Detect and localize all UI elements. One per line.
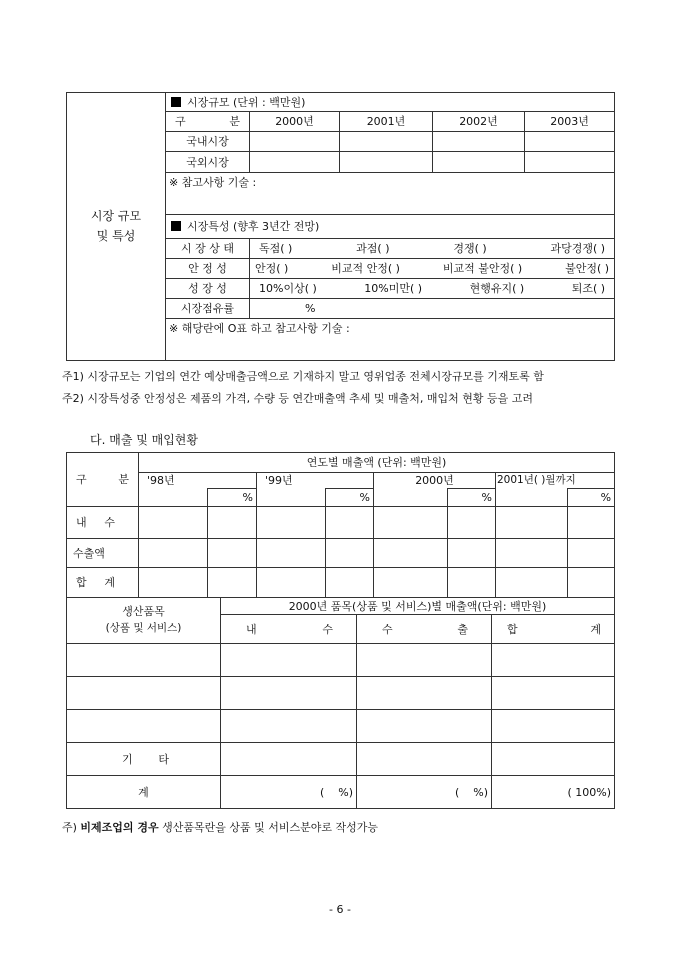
header-char: 분	[229, 115, 240, 128]
option[interactable]: 퇴조( )	[571, 282, 606, 295]
sales-row-label	[67, 507, 139, 539]
input-cell[interactable]	[492, 743, 615, 776]
square-bullet-icon	[171, 221, 181, 231]
input-cell[interactable]	[568, 539, 615, 568]
year-header: '98년	[139, 473, 257, 489]
blank	[374, 489, 448, 507]
market-traits-title-text: 시장특성 (향후 3년간 전망)	[187, 220, 320, 233]
blank	[257, 489, 326, 507]
market-row-label-line2: 및 특성	[96, 228, 136, 243]
input-cell[interactable]	[326, 568, 374, 598]
input-cell[interactable]	[433, 132, 525, 152]
market-size-title	[166, 93, 615, 112]
header-char: 합	[507, 622, 518, 636]
label-char: 합	[76, 576, 87, 589]
year-header: 2001년	[340, 112, 433, 132]
market-size-title-text: 시장규모 (단위 : 백만원)	[187, 95, 306, 109]
traits-options[interactable]	[250, 239, 615, 259]
label-char: 계	[104, 576, 115, 589]
col-header-total	[492, 615, 615, 644]
input-cell[interactable]	[250, 132, 340, 152]
input-cell[interactable]	[568, 568, 615, 598]
input-cell[interactable]	[139, 539, 208, 568]
product-name-cell[interactable]	[67, 710, 221, 743]
footnote-1: 주1) 시장규모는 기업의 연간 예상매출금액으로 기재하지 말고 영위업종 전체시장규모를 기재토록 함	[62, 370, 544, 383]
page-number: - 6 -	[329, 903, 351, 916]
bottom-note	[62, 819, 378, 835]
product-name-cell[interactable]	[67, 677, 221, 710]
sales-title: 연도별 매출액 (단위: 백만원)	[139, 453, 615, 473]
products-header-label	[67, 598, 221, 644]
market-row-domestic: 국내시장	[166, 132, 250, 152]
option[interactable]: 경쟁( )	[453, 242, 487, 255]
input-cell[interactable]	[250, 152, 340, 173]
year-header: 2000년	[250, 112, 340, 132]
input-cell[interactable]	[433, 152, 525, 173]
input-cell[interactable]	[139, 507, 208, 539]
input-cell[interactable]	[374, 507, 448, 539]
option[interactable]: 현행유지( )	[469, 282, 525, 295]
year-header: '99년	[257, 473, 374, 489]
input-cell[interactable]	[139, 568, 208, 598]
label-char: 기	[122, 752, 133, 766]
input-cell[interactable]	[496, 568, 568, 598]
year-header: 2001년( )월까지	[496, 473, 615, 489]
market-traits-note[interactable]: ※ 해당란에 O표 하고 참고사항 기술 :	[166, 319, 615, 361]
input-cell[interactable]	[357, 677, 492, 710]
sales-row-label	[67, 568, 139, 598]
market-row-label	[67, 93, 166, 361]
input-cell[interactable]	[496, 507, 568, 539]
sales-header-label	[67, 453, 139, 507]
input-cell[interactable]	[257, 507, 326, 539]
traits-options[interactable]	[250, 259, 615, 279]
input-cell[interactable]	[357, 710, 492, 743]
header-char: 출	[457, 622, 468, 636]
input-cell[interactable]	[448, 507, 496, 539]
square-bullet-icon	[171, 97, 181, 107]
option[interactable]: 독점( )	[259, 242, 293, 255]
input-cell[interactable]	[525, 152, 615, 173]
input-cell[interactable]	[326, 507, 374, 539]
input-cell[interactable]	[221, 677, 357, 710]
traits-row-label: 안 정 성	[166, 259, 250, 279]
traits-options[interactable]	[250, 279, 615, 299]
traits-row-label: 시 장 상 태	[166, 239, 250, 259]
year-header: 2003년	[525, 112, 615, 132]
input-cell[interactable]	[340, 152, 433, 173]
input-cell[interactable]	[374, 568, 448, 598]
input-cell[interactable]	[257, 539, 326, 568]
header-char: 구	[175, 115, 186, 128]
input-cell[interactable]	[448, 568, 496, 598]
input-cell[interactable]	[492, 677, 615, 710]
traits-row-label: 시장점유률	[166, 299, 250, 319]
option[interactable]: 비교적 불안정( )	[442, 262, 523, 275]
market-size-note[interactable]: ※ 참고사항 기술 :	[166, 173, 615, 215]
market-share-cell[interactable]	[250, 299, 615, 319]
input-cell[interactable]	[496, 539, 568, 568]
year-header: 2002년	[433, 112, 525, 132]
market-share-pct: %	[305, 302, 316, 315]
input-cell[interactable]	[221, 743, 357, 776]
input-cell[interactable]	[340, 132, 433, 152]
option[interactable]: 안정( )	[255, 262, 289, 275]
year-header: 2000년	[374, 473, 496, 489]
pct-header: %	[448, 489, 496, 507]
products-title: 2000년 품목(상품 및 서비스)별 매출액(단위: 백만원)	[221, 598, 615, 615]
input-cell[interactable]	[492, 644, 615, 677]
label-text: 수출액	[73, 546, 105, 560]
option[interactable]: 비교적 안정( )	[331, 262, 400, 275]
input-cell[interactable]	[448, 539, 496, 568]
input-cell[interactable]	[525, 132, 615, 152]
input-cell[interactable]	[208, 539, 257, 568]
products-table	[66, 597, 615, 809]
market-table	[66, 92, 615, 361]
header-char: 계	[590, 622, 602, 636]
input-cell[interactable]	[357, 644, 492, 677]
header-char: 내	[246, 622, 257, 636]
market-row-foreign: 국외시장	[166, 152, 250, 173]
option[interactable]: 과점( )	[356, 242, 390, 255]
input-cell[interactable]	[326, 539, 374, 568]
input-cell[interactable]	[221, 644, 357, 677]
col-header-export	[357, 615, 492, 644]
sales-table	[66, 452, 615, 598]
product-name-cell[interactable]	[67, 644, 221, 677]
total-export[interactable]: ( %)	[357, 776, 492, 809]
section-title: 다. 매출 및 매입현황	[90, 433, 198, 447]
market-traits-title	[166, 215, 615, 239]
label-char: 타	[158, 752, 169, 766]
label-char: 수	[104, 516, 115, 529]
input-cell[interactable]	[374, 539, 448, 568]
input-cell[interactable]	[208, 568, 257, 598]
input-cell[interactable]	[357, 743, 492, 776]
option[interactable]: 10%미만( )	[364, 282, 423, 295]
blank	[139, 489, 208, 507]
option[interactable]: 과당경쟁( )	[550, 242, 606, 255]
footnote-2: 주2) 시장특성중 안정성은 제품의 가격, 수량 등 연간매출액 추세 및 매출처, 매입처 현황 등을 고려	[62, 392, 534, 405]
option[interactable]: 10%이상( )	[259, 282, 317, 295]
total-label: 계	[67, 776, 221, 809]
bottom-note-bold: 비제조업의 경우	[80, 821, 159, 834]
header-char: 분	[118, 473, 129, 486]
header-char: 수	[322, 622, 333, 636]
products-header-line2: (상품 및 서비스)	[105, 621, 182, 634]
total-sum[interactable]: ( 100%)	[492, 776, 615, 809]
col-header-domestic	[221, 615, 357, 644]
header-char: 수	[382, 622, 393, 636]
blank	[496, 489, 568, 507]
input-cell[interactable]	[257, 568, 326, 598]
header-char: 구	[76, 473, 87, 486]
market-row-label-line1: 시장 규모	[90, 209, 142, 224]
bottom-note-prefix: 주)	[62, 821, 77, 834]
input-cell[interactable]	[568, 507, 615, 539]
pct-header: %	[208, 489, 257, 507]
traits-row-label: 성 장 성	[166, 279, 250, 299]
pct-header: %	[326, 489, 374, 507]
total-domestic[interactable]: ( %)	[221, 776, 357, 809]
sales-row-label	[67, 539, 139, 568]
input-cell[interactable]	[492, 710, 615, 743]
etc-label	[67, 743, 221, 776]
label-char: 내	[76, 516, 87, 529]
option[interactable]: 불안정( )	[565, 262, 610, 275]
bottom-note-rest: 생산품목란을 상품 및 서비스분야로 작성가능	[162, 821, 379, 834]
products-header-line1: 생산품목	[122, 605, 165, 619]
market-size-header-label	[166, 112, 250, 132]
pct-header: %	[568, 489, 615, 507]
input-cell[interactable]	[208, 507, 257, 539]
input-cell[interactable]	[221, 710, 357, 743]
